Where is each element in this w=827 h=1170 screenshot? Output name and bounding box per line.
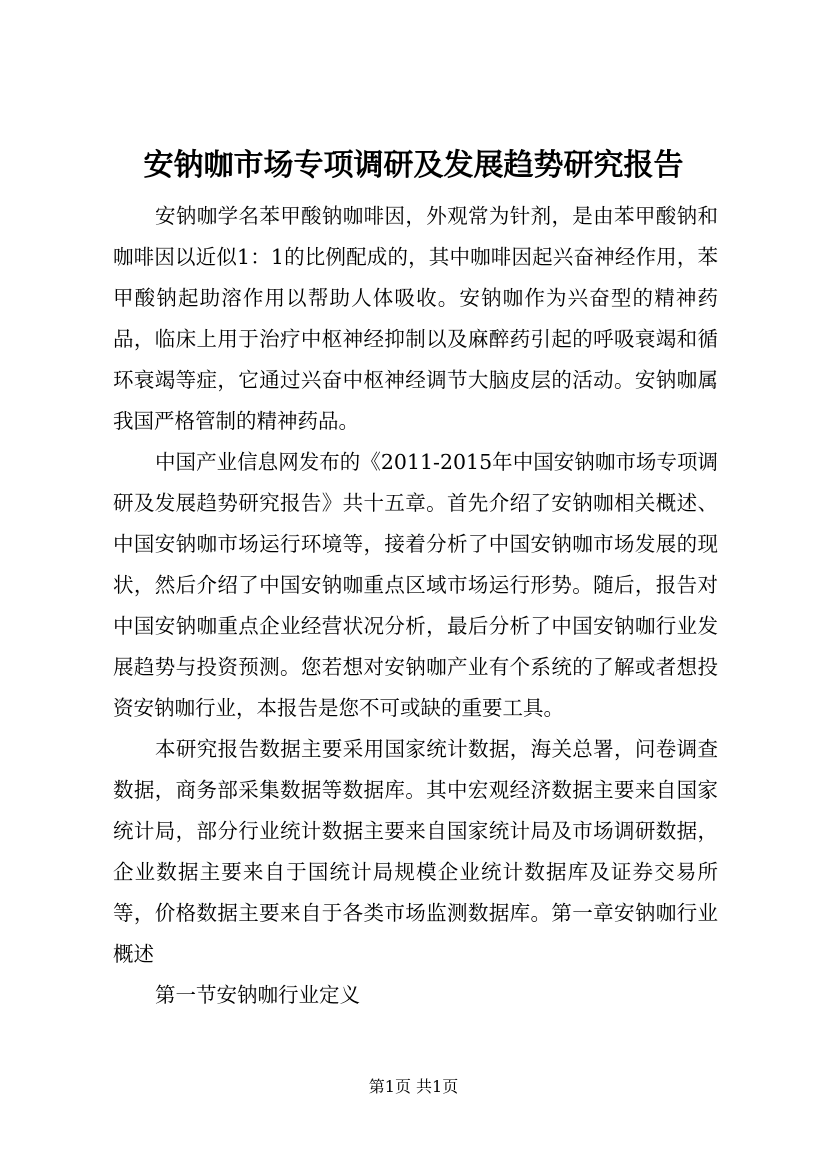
paragraph-report-overview: 中国产业信息网发布的《2011-2015年中国安钠咖市场专项调研及发展趋势研究报告》共十五章。首先介绍了安钠咖相关概述、中国安钠咖市场运行环境等，接着分析了中国安钠咖市场发展的现状，然后介绍了中国安钠咖重点区域市场运行形势。随后，报告对中国安钠咖重点企业经营状况分析，最后分析了中国安钠咖行业发展趋势与投资预测。您若想对安钠咖产业有个系统的了解或者想投资安钠咖行业，本报告是您不可或缺的重要工具。 xyxy=(113,450,718,720)
paragraph-intro: 安钠咖学名苯甲酸钠咖啡因，外观常为针剂，是由苯甲酸钠和咖啡因以近似1：1的比例配成的，其中咖啡因起兴奋神经作用，苯甲酸钠起助溶作用以帮助人体吸收。安钠咖作为兴奋型的精神药品，临床上用于治疗中枢神经抑制以及麻醉药引起的呼吸衰竭和循环衰竭等症，它通过兴奋中枢神经调节大脑皮层的活动。安钠咖属我国严格管制的精神药品。 xyxy=(113,204,718,433)
page-footer: 第1页 共1页 xyxy=(368,1077,459,1096)
paragraph-data-sources: 本研究报告数据主要采用国家统计数据，海关总署，问卷调查数据，商务部采集数据等数据库。其中宏观经济数据主要来自国家统计局，部分行业统计数据主要来自国家统计局及市场调研数据，企业数据主要来自于国统计局规模企业统计数据库及证券交易所等，价格数据主要来自于各类市场监测数据库。第一章安钠咖行业概述 xyxy=(113,737,718,966)
document-title: 安钠咖市场专项调研及发展趋势研究报告 xyxy=(143,148,684,183)
document-body xyxy=(113,196,718,1016)
section-heading: 第一节安钠咖行业定义 xyxy=(155,983,360,1007)
